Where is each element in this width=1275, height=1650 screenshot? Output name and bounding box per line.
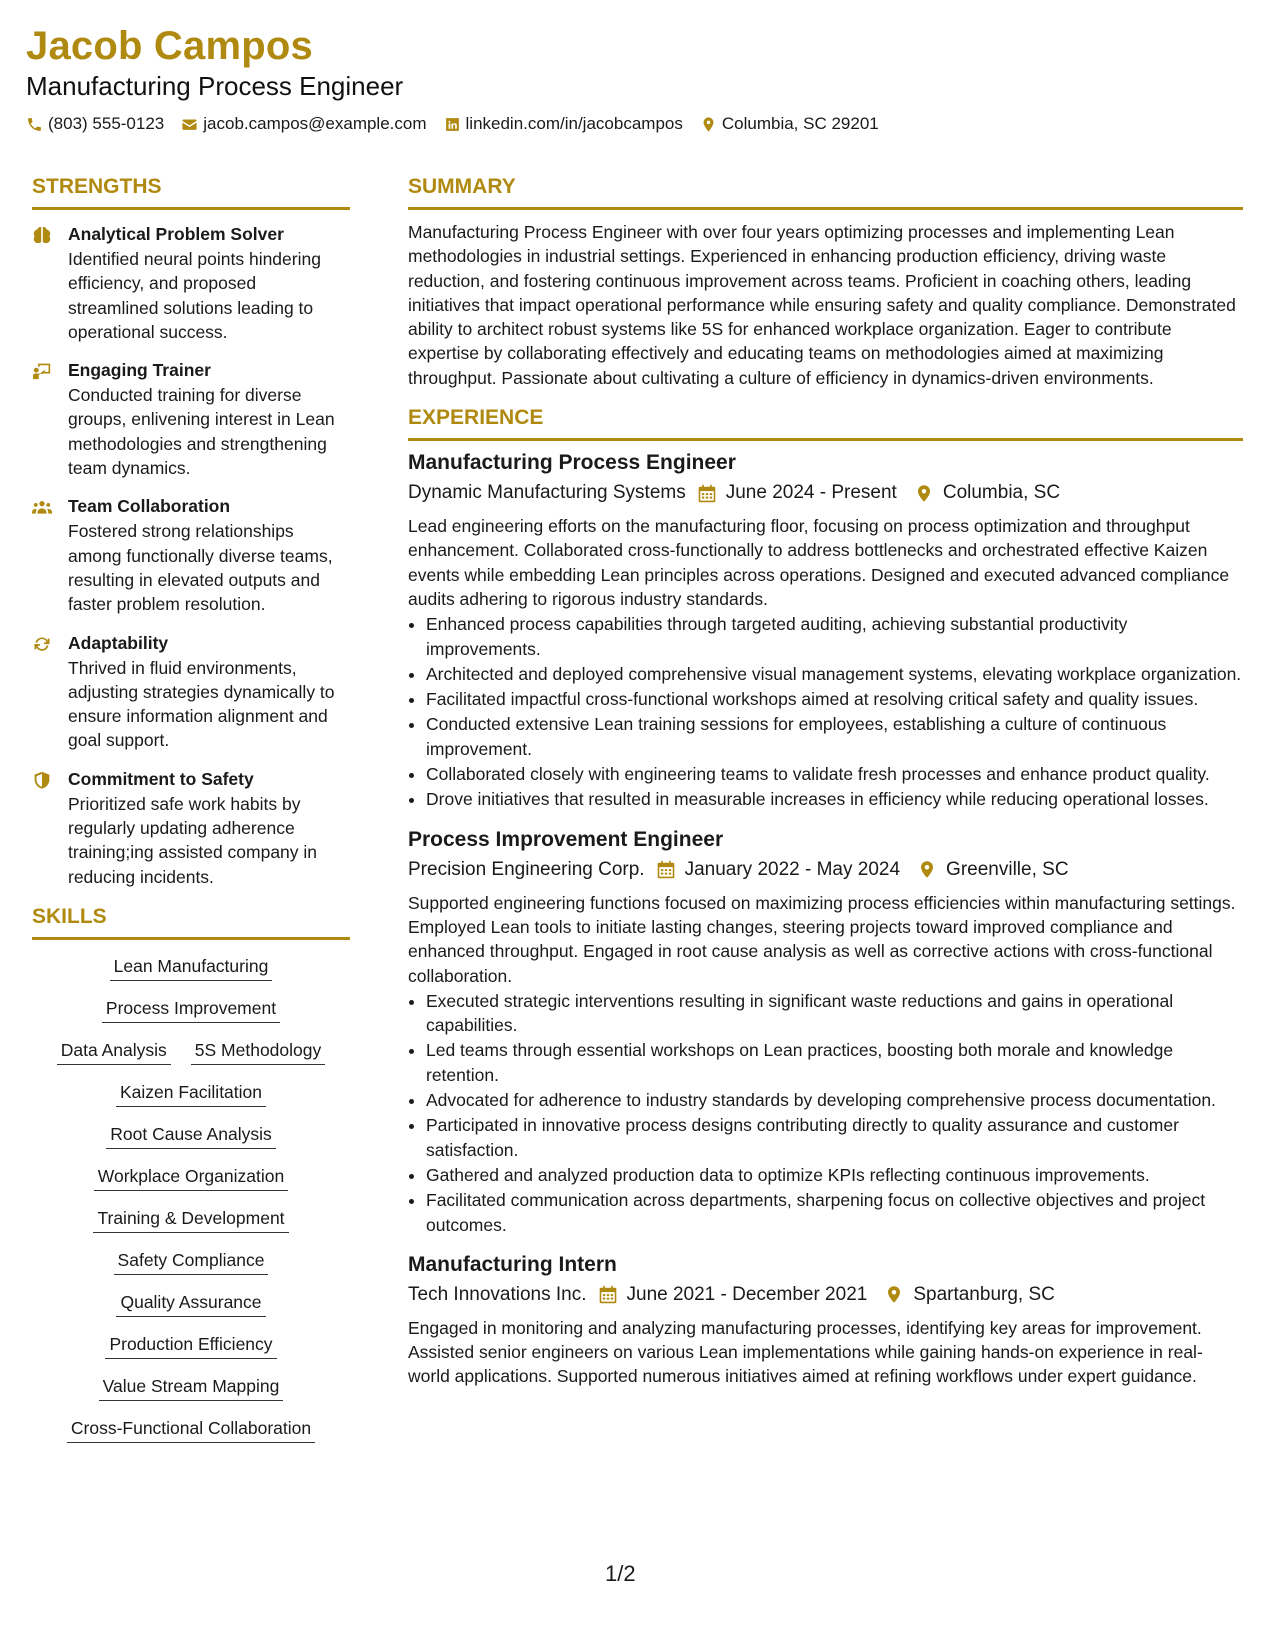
phone-text: (803) 555-0123 <box>48 114 165 133</box>
page-number: 1/2 <box>605 1561 636 1586</box>
job-bullet: • Drove initiatives that resulted in measurable increases in efficiency while reducing operational losses. <box>426 787 1243 811</box>
skill-tag: Value Stream Mapping <box>99 1374 284 1401</box>
strength-desc: Prioritized safe work habits by regularly updating adherence training;ing assisted company in reducing incidents. <box>68 793 318 887</box>
shield-icon <box>32 771 52 789</box>
job-bullet: • Facilitated impactful cross-functional workshops aimed at resolving critical safety and quality issues. <box>426 687 1243 711</box>
calendar-icon <box>599 1285 617 1304</box>
summary-heading: SUMMARY <box>408 173 1243 210</box>
contact-phone[interactable] <box>26 112 164 136</box>
resume-header <box>26 22 1245 136</box>
email-text: jacob.campos@example.com <box>203 114 427 133</box>
strength-item <box>32 494 350 616</box>
experience-section <box>408 404 1243 1389</box>
map-pin-icon <box>885 1285 903 1304</box>
strength-desc: Identified neural points hindering efficiency, and proposed streamlined solutions leading to operational success. <box>68 249 321 342</box>
candidate-title: Manufacturing Process Engineer <box>26 71 404 101</box>
strength-item <box>32 631 350 753</box>
skill-tag: Process Improvement <box>102 996 280 1023</box>
job-description: Supported engineering functions focused on maximizing process efficiencies within manufacturing settings. Employed Lean tools to initiate lasting changes, steering projects toward improved compliance and enhanced throughput. Engaged in root cause analysis as well as corrective actions with cross-functional collaboration. <box>408 892 1236 986</box>
envelope-icon <box>181 116 198 133</box>
skill-tag: Kaizen Facilitation <box>116 1080 266 1107</box>
strength-title: Adaptability <box>68 632 169 653</box>
job-location: Columbia, SC <box>942 482 1061 504</box>
strength-item <box>32 358 350 480</box>
job-bullet: • Facilitated communication across departments, sharpening focus on collective objectives and project outcomes. <box>426 1188 1243 1237</box>
left-column <box>32 173 350 1443</box>
job-location: Spartanburg, SC <box>913 1283 1055 1305</box>
contact-linkedin[interactable] <box>444 112 683 136</box>
job-dates: June 2024 - Present <box>725 482 897 504</box>
skill-tag: Workplace Organization <box>94 1164 288 1191</box>
strength-desc: Thrived in fluid environments, adjusting strategies dynamically to ensure information alignment and goal support. <box>68 657 335 751</box>
sync-icon <box>32 635 52 653</box>
linkedin-icon <box>444 116 461 133</box>
strengths-heading: STRENGTHS <box>32 173 350 210</box>
job-dates: January 2022 - May 2024 <box>684 858 901 880</box>
job-bullet: • Conducted extensive Lean training sessions for employees, establishing a culture of continuous improvement. <box>426 712 1243 761</box>
users-icon <box>32 498 52 516</box>
map-pin-icon <box>915 484 933 503</box>
job-description: Lead engineering efforts on the manufacturing floor, focusing on process optimization and throughput enhancement. Collaborated cross-functionally to address bottlenecks and orchestrated effective Kaizen events while embedding Lean principles across operations. Designed and executed advanced compliance audits adhering to rigorous industry standards. <box>408 516 1230 609</box>
contact-bar <box>26 112 1245 136</box>
job-entry <box>408 449 1243 812</box>
job-meta <box>408 480 1243 506</box>
job-meta <box>408 857 1243 883</box>
strength-title: Analytical Problem Solver <box>68 224 284 244</box>
job-description: Engaged in monitoring and analyzing manufacturing processes, identifying key areas for improvement. Assisted senior engineers on various Lean implementations while gaining hands-on experience in real-world applications. Supported numerous initiatives aimed at refining workflows under expert guidance. <box>408 1317 1203 1387</box>
skill-tag: Lean Manufacturing <box>110 954 273 981</box>
summary-text: Manufacturing Process Engineer with over four years optimizing processes and implementing Lean methodologies in industrial settings. Experienced in enhancing production efficiency, driving waste reduction, and fostering continuous improvement across teams. Proficient in coaching others, leading initiatives that impact operational performance while ensuring safety and quality compliance. Demonstrated ability to architect robust systems like 5S for enhanced workplace organization. Eager to contribute expertise by collaborating effectively and educating teams on methodologies aimed at maximizing throughput. Passionate about cultivating a culture of efficiency in dynamics-driven environments. <box>408 222 1236 388</box>
skills-section <box>32 903 350 1443</box>
job-company: Tech Innovations Inc. <box>408 1283 587 1305</box>
job-bullet: • Executed strategic interventions resulting in significant waste reductions and gains in operational capabilities. <box>426 989 1243 1038</box>
linkedin-text: linkedin.com/in/jacobcampos <box>465 114 683 133</box>
job-title: Manufacturing Process Engineer <box>408 451 736 475</box>
strength-title: Team Collaboration <box>68 496 231 517</box>
skill-tag: Production Efficiency <box>105 1332 276 1359</box>
job-entry <box>408 826 1243 1237</box>
brain-icon <box>32 226 52 244</box>
contact-email[interactable] <box>181 112 426 136</box>
calendar-icon <box>698 484 716 503</box>
trainer-icon <box>32 362 52 380</box>
skill-tag: Cross-Functional Collaboration <box>67 1416 315 1443</box>
strength-item <box>32 222 350 344</box>
job-location: Greenville, SC <box>946 858 1069 880</box>
strength-desc: Fostered strong relationships among functionally diverse teams, resulting in elevated outputs and faster problem resolution. <box>68 521 333 615</box>
job-bullet: • Enhanced process capabilities through targeted auditing, achieving substantial productivity improvements. <box>426 612 1243 661</box>
map-pin-icon <box>918 860 936 879</box>
job-bullet: • Architected and deployed comprehensive visual management systems, elevating workplace organization. <box>426 662 1243 686</box>
strengths-section <box>32 173 350 889</box>
candidate-name: Jacob Campos <box>26 24 313 68</box>
job-meta <box>408 1282 1243 1308</box>
job-company: Dynamic Manufacturing Systems <box>408 482 686 504</box>
job-bullets <box>408 989 1243 1237</box>
map-pin-icon <box>700 116 717 133</box>
skill-tag: Training & Development <box>93 1206 288 1233</box>
job-bullet: • Collaborated closely with engineering teams to validate fresh processes and enhance product quality. <box>426 762 1243 786</box>
strength-title: Engaging Trainer <box>68 360 211 381</box>
experience-heading: EXPERIENCE <box>408 404 1243 441</box>
calendar-icon <box>657 860 675 879</box>
job-bullet: • Participated in innovative process designs contributing directly to quality assurance and customer satisfaction. <box>426 1113 1243 1162</box>
skill-tag: 5S Methodology <box>191 1038 325 1065</box>
phone-icon <box>26 116 43 133</box>
job-bullets <box>408 612 1243 811</box>
job-title: Manufacturing Intern <box>408 1252 617 1276</box>
summary-section <box>408 173 1243 390</box>
skill-tag: Root Cause Analysis <box>106 1122 275 1149</box>
skill-tag: Safety Compliance <box>114 1248 269 1275</box>
job-dates: June 2021 - December 2021 <box>626 1283 868 1305</box>
job-bullet: • Gathered and analyzed production data to optimize KPIs reflecting continuous improvements. <box>426 1163 1243 1187</box>
skill-tag: Data Analysis <box>57 1038 171 1065</box>
skills-heading: SKILLS <box>32 903 350 940</box>
job-company: Precision Engineering Corp. <box>408 858 645 880</box>
job-bullet: • Advocated for adherence to industry standards by developing comprehensive process documentation. <box>426 1088 1243 1112</box>
strength-title: Commitment to Safety <box>68 768 254 789</box>
strength-item <box>32 767 350 889</box>
location-text: Columbia, SC 29201 <box>721 114 879 133</box>
strengths-list <box>32 222 350 889</box>
right-column <box>408 173 1243 1389</box>
skill-tag: Quality Assurance <box>116 1290 265 1317</box>
strength-desc: Conducted training for diverse groups, enlivening interest in Lean methodologies and strengthening team dynamics. <box>68 385 335 479</box>
job-title: Process Improvement Engineer <box>408 827 724 851</box>
job-bullet: • Led teams through essential workshops on Lean practices, boosting both morale and knowledge retention. <box>426 1038 1243 1087</box>
job-entry <box>408 1251 1243 1389</box>
skills-list <box>32 954 350 1443</box>
contact-location <box>700 112 879 136</box>
